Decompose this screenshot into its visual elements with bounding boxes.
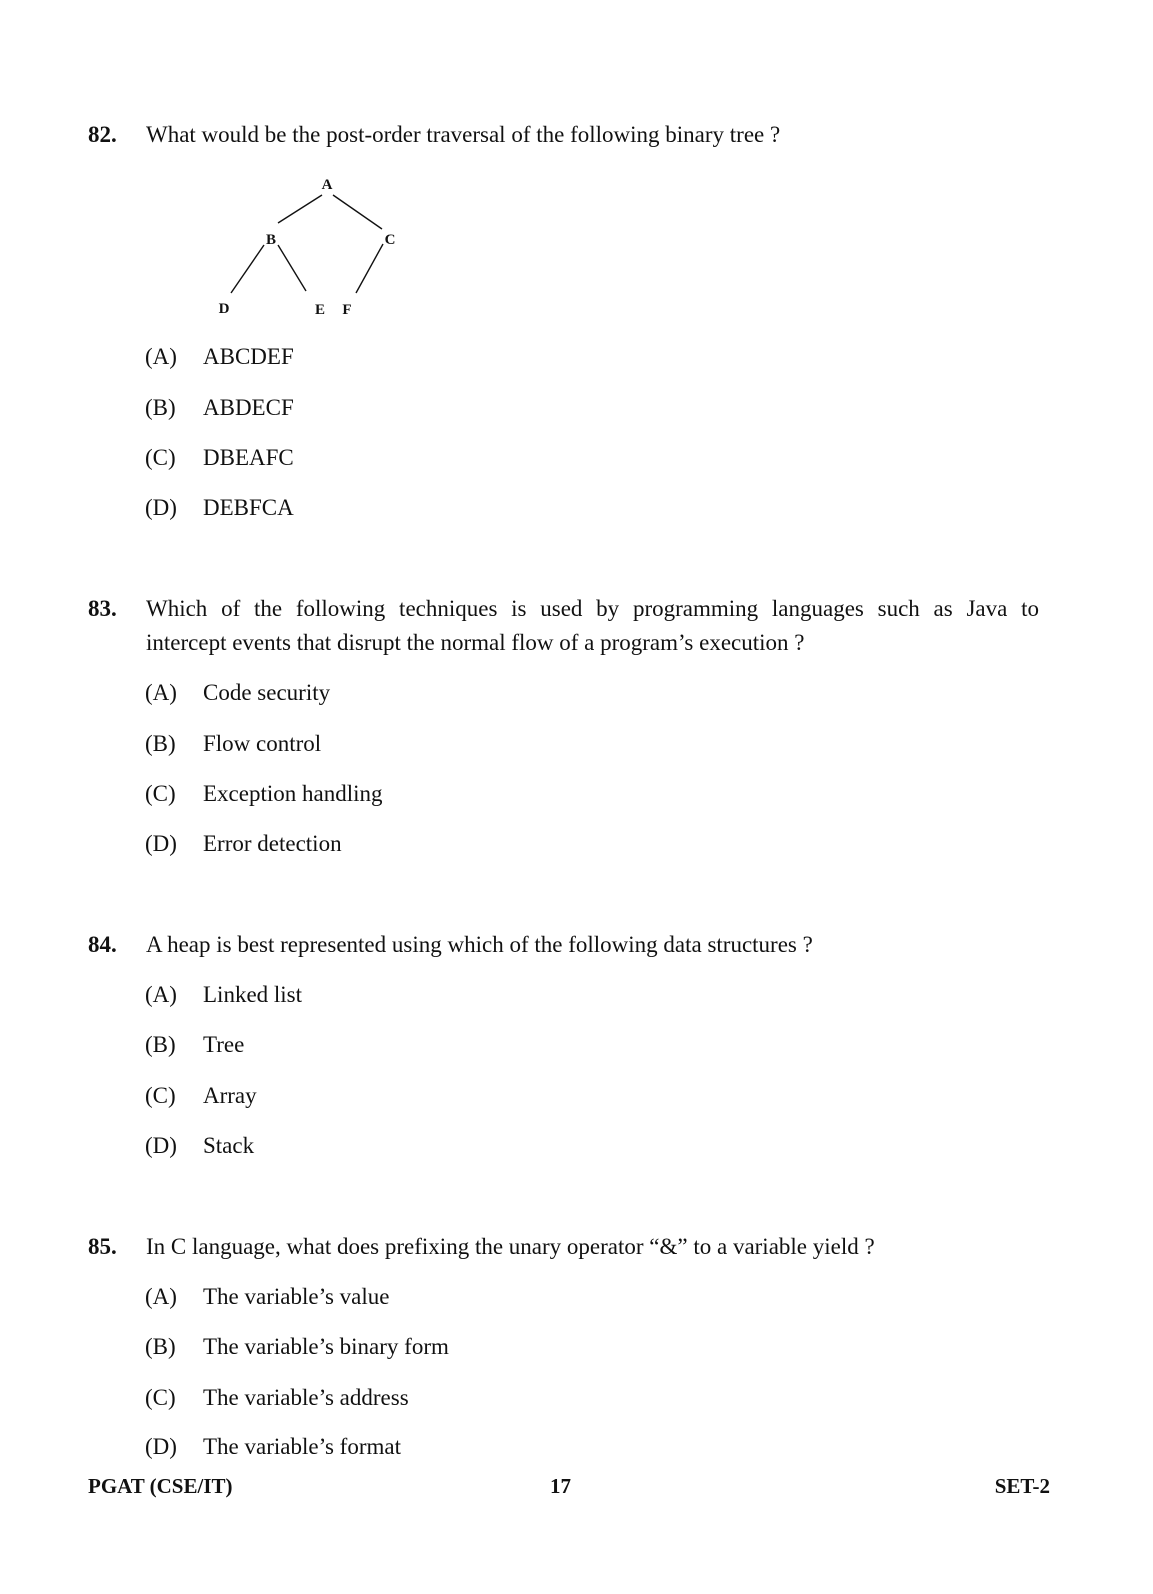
footer-page-number: 17 [550, 1474, 571, 1498]
option-text: Flow control [203, 731, 322, 756]
option-label: (B) [145, 395, 176, 420]
option-text: Code security [203, 680, 331, 705]
question-number: 85. [88, 1234, 117, 1259]
option-text: Stack [203, 1133, 255, 1158]
option-text: Linked list [203, 982, 303, 1007]
option-label: (B) [145, 731, 176, 756]
option-label: (C) [145, 1385, 176, 1410]
option-label: (B) [145, 1032, 176, 1057]
option-text: Array [203, 1083, 257, 1108]
footer-exam-code: PGAT (CSE/IT) [88, 1474, 233, 1498]
option-label: (A) [145, 982, 177, 1007]
option-text: DBEAFC [203, 445, 294, 470]
tree-node-a: A [321, 177, 333, 193]
footer-set-code: SET-2 [994, 1474, 1050, 1498]
option-text: ABCDEF [203, 344, 294, 369]
edge-a-c [333, 195, 382, 229]
question-number: 83. [88, 596, 117, 621]
question-text-line-1: Which of the following techniques is used by programming languages such as Java to [146, 596, 1039, 621]
option-text: DEBFCA [203, 495, 294, 520]
tree-node-e: E [314, 302, 326, 318]
option-label: (A) [145, 344, 177, 369]
question-text: A heap is best represented using which of the following data structures ? [146, 932, 813, 957]
option-label: (A) [145, 1284, 177, 1309]
question-text-line-2: intercept events that disrupt the normal flow of a program’s execution ? [146, 630, 805, 655]
option-text: The variable’s address [203, 1385, 409, 1410]
tree-node-b: B [265, 232, 277, 248]
edge-b-d [231, 245, 264, 293]
option-text: The variable’s binary form [203, 1334, 449, 1359]
tree-node-c: C [384, 232, 396, 248]
edge-a-b [278, 195, 322, 223]
binary-tree-diagram [200, 165, 420, 325]
option-label: (D) [145, 1434, 177, 1459]
edge-c-f [356, 244, 383, 293]
option-label: (C) [145, 1083, 176, 1108]
option-label: (D) [145, 1133, 177, 1158]
tree-node-f: F [342, 302, 352, 318]
option-label: (D) [145, 831, 177, 856]
option-text: Exception handling [203, 781, 383, 806]
option-label: (C) [145, 445, 176, 470]
option-label: (C) [145, 781, 176, 806]
option-label: (A) [145, 680, 177, 705]
option-text: Tree [203, 1032, 245, 1057]
question-number: 82. [88, 122, 117, 147]
option-text: The variable’s value [203, 1284, 390, 1309]
tree-node-d: D [218, 301, 230, 317]
option-text: Error detection [203, 831, 342, 856]
option-label: (D) [145, 495, 177, 520]
option-text: ABDECF [203, 395, 294, 420]
option-label: (B) [145, 1334, 176, 1359]
question-number: 84. [88, 932, 117, 957]
question-text: What would be the post-order traversal of the following binary tree ? [146, 122, 781, 147]
option-text: The variable’s format [203, 1434, 401, 1459]
edge-b-e [278, 245, 306, 291]
question-text: In C language, what does prefixing the unary operator “&” to a variable yield ? [146, 1234, 875, 1259]
